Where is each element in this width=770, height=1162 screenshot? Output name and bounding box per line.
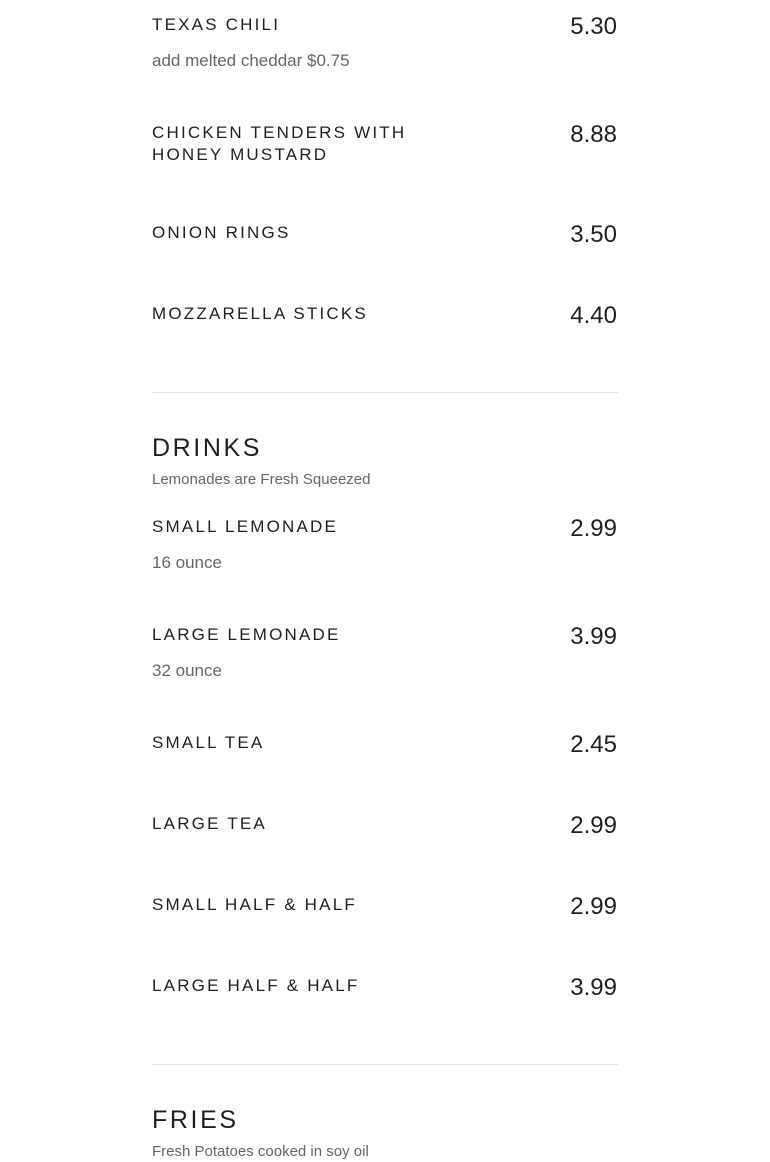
menu-item-large-lemonade — [152, 624, 618, 688]
item-name: LARGE LEMONADE — [152, 625, 341, 644]
menu-item-chicken-tenders — [152, 122, 618, 170]
item-price: 3.99 — [570, 623, 617, 650]
item-name: LARGE TEA — [152, 814, 267, 833]
section-divider — [152, 392, 618, 393]
item-price: 2.99 — [570, 515, 617, 542]
menu-item-large-tea — [152, 813, 618, 843]
item-price: 8.88 — [570, 121, 617, 148]
menu-item-large-half-and-half — [152, 975, 618, 1005]
item-name: SMALL TEA — [152, 733, 265, 752]
section-description-drinks: Lemonades are Fresh Squeezed — [152, 471, 371, 488]
item-name: MOZZARELLA STICKS — [152, 304, 368, 323]
item-name: TEXAS CHILI — [152, 15, 281, 34]
menu-item-small-lemonade — [152, 516, 618, 580]
item-price: 3.99 — [570, 974, 617, 1001]
section-title-drinks: DRINKS — [152, 434, 263, 462]
item-name: LARGE HALF & HALF — [152, 976, 360, 995]
menu-item-small-half-and-half — [152, 894, 618, 924]
menu-item-mozzarella-sticks — [152, 303, 618, 333]
item-description: 32 ounce — [152, 661, 222, 680]
menu-item-texas-chili — [152, 14, 618, 78]
item-description: add melted cheddar $0.75 — [152, 51, 350, 70]
section-divider — [152, 1064, 618, 1065]
item-price: 5.30 — [570, 13, 617, 40]
item-name: SMALL HALF & HALF — [152, 895, 357, 914]
section-description-fries: Fresh Potatoes cooked in soy oil — [152, 1143, 369, 1160]
menu-item-onion-rings — [152, 222, 618, 252]
item-price: 4.40 — [570, 302, 617, 329]
item-name: ONION RINGS — [152, 223, 291, 242]
item-price: 3.50 — [570, 221, 617, 248]
item-price: 2.45 — [570, 731, 617, 758]
section-title-fries: FRIES — [152, 1106, 239, 1134]
item-price: 2.99 — [570, 812, 617, 839]
item-name: CHICKEN TENDERS WITH HONEY MUSTARD — [152, 123, 407, 164]
item-name: SMALL LEMONADE — [152, 517, 339, 536]
menu-item-small-tea — [152, 732, 618, 762]
item-price: 2.99 — [570, 893, 617, 920]
item-description: 16 ounce — [152, 553, 222, 572]
